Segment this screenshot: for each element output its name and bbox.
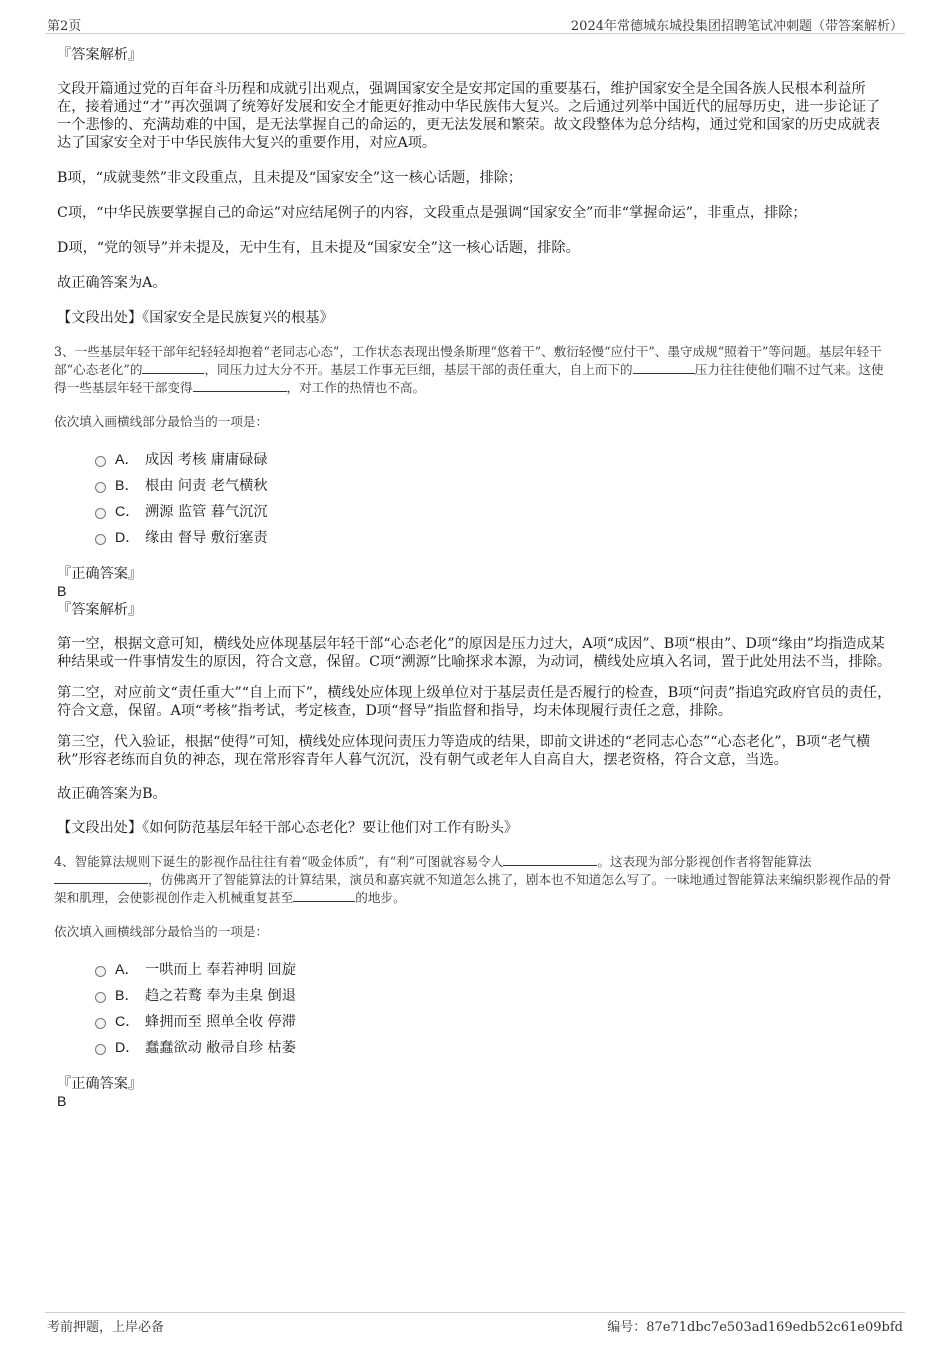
question-3 [54,343,893,837]
radio-button-icon[interactable] [95,534,106,545]
correct-answer-tag: 『正确答案』 [57,566,143,582]
fill-blank [193,379,287,392]
option-d[interactable]: D． 缘由 督导 敷衍塞责 [95,529,893,555]
fill-blank [633,361,695,374]
question-instruction: 依次填入画横线部分最恰当的一项是： [54,414,269,429]
radio-button-icon[interactable] [95,1044,106,1055]
source-citation: 【文段出处】《国家安全是民族复兴的根基》 [57,310,334,326]
analysis-paragraph: 文段开篇通过党的百年奋斗历程和成就引出观点，强调国家安全是安邦定国的重要基石，维护国家安全是全国各族人民根本利益所在，接着通过“才”再次强调了统筹好发展和安全才能更好推动中华民族伟大复兴。之后通过列举中国近代的屈辱历史，进一步论证了一个悲惨的、充满劫难的中国，是无法掌握自己的命运的，更无法发展和繁荣。故文段整体为总分结构，通过党和国家的历史成就表达了国家安全对于中华民族伟大复兴的重要作用，对应A项。 [57,81,881,151]
analysis-conclusion: 故正确答案为A。 [57,275,167,291]
fill-blank [293,889,355,902]
correct-answer: B [57,1094,67,1110]
radio-button-icon[interactable] [95,966,106,977]
radio-button-icon[interactable] [95,508,106,519]
analysis-paragraph: B项，“成就斐然”非文段重点，且未提及“国家安全”这一核心话题，排除； [57,170,523,186]
fill-blank [54,871,148,884]
correct-answer-tag: 『正确答案』 [57,1076,143,1092]
analysis-paragraph: C项，“中华民族要掌握自己的命运”对应结尾例子的内容，文段重点是强调“国家安全”而非“掌握命运”，非重点，排除； [57,205,807,221]
option-d[interactable]: D． 蠢蠢欲动 敝帚自珍 枯萎 [95,1039,893,1065]
fill-blank [142,361,204,374]
option-b[interactable]: B． 根由 问责 老气横秋 [95,477,893,503]
radio-button-icon[interactable] [95,456,106,467]
option-c[interactable]: C． 蜂拥而至 照单全收 停滞 [95,1013,893,1039]
analysis-conclusion: 故正确答案为B。 [57,786,167,802]
page-number: 第2页 [47,19,82,34]
radio-button-icon[interactable] [95,482,106,493]
source-citation: 【文段出处】《如何防范基层年轻干部心态老化？要让他们对工作有盼头》 [57,820,519,836]
page-footer [45,1312,905,1333]
footer-slogan: 考前押题，上岸必备 [47,1320,165,1335]
analysis-tag: 『答案解析』 [57,47,143,63]
fill-blank [503,853,597,866]
option-a[interactable]: A． 成因 考核 庸庸碌碌 [95,451,893,477]
analysis-paragraph: 第一空，根据文意可知，横线处应体现基层年轻干部“心态老化”的原因是压力过大，A项“成因”、B项“根由”、D项“缘由”均指造成某种结果或一件事情发生的原因，符合文意，保留。C项“溯源”比喻探求本源，为动词，横线处应填入名词，置于此处用法不当，排除。 [57,636,892,670]
option-list [95,451,893,555]
option-c[interactable]: C． 溯源 监管 暮气沉沉 [95,503,893,529]
page-header [45,15,905,34]
analysis-paragraph: D项，“党的领导”并未提及，无中生有，且未提及“国家安全”这一核心话题，排除。 [57,240,580,256]
radio-button-icon[interactable] [95,992,106,1003]
question-stem: 4、智能算法规则下诞生的影视作品往往有着“吸金体质”，有“利”可图就容易令人 。这表现为部分影视创作者将智能算法，仿佛离开了智能算法的计算结果，演员和嘉宾就不知道怎么挑了，剧本也不知道怎么写了。一味地通过智能算法来编织影视作品的骨架和肌理，会使影视创作走入机械重复甚至 的地步。 [54,854,892,905]
document-serial: 编号：87e71dbc7e503ad169edb52c61e09bfd [607,1320,903,1335]
option-b[interactable]: B． 趋之若鹜 奉为圭臬 倒退 [95,987,893,1013]
analysis-paragraph: 第二空，对应前文“责任重大”“自上而下”，横线处应体现上级单位对于基层责任是否履行的检查，B项“问责”指追究政府官员的责任，符合文意，保留。A项“考核”指考试，考定核查，D项“督导”指监督和指导，均未体现履行责任之意，排除。 [57,685,892,719]
analysis-tag: 『答案解析』 [57,602,143,618]
analysis-paragraph: 第三空，代入验证，根据“使得”可知，横线处应体现问责压力等造成的结果，即前文讲述的“老同志心态”“心态老化”，B项“老气横秋”形容老练而自负的神态，现在常形容青年人暮气沉沉，没有朝气或老年人自高自大，摆老资格，符合文意，当选。 [57,734,871,768]
section-question-2-analysis [57,46,893,327]
radio-button-icon[interactable] [95,1018,106,1029]
question-4 [54,853,893,1111]
option-a[interactable]: A． 一哄而上 奉若神明 回旋 [95,961,893,987]
correct-answer: B [57,584,67,600]
option-list [95,961,893,1065]
question-stem: 3、一些基层年轻干部年纪轻轻却抱着“老同志心态”，工作状态表现出慢条斯理“悠着干”、敷衍轻慢“应付干”、墨守成规“照着干”等问题。基层年轻干部“心态老化”的 ，同压力过大分不开。基层工作事无巨细，基层干部的责任重大，自上而下的 压力往往使他们喘不过气来。这使得一些基层年轻干部变得 ，对工作的热情也不高。 [54,344,884,395]
document-title: 2024年常德城东城投集团招聘笔试冲刺题（带答案解析） [570,19,903,34]
document-body [54,46,893,1111]
question-instruction: 依次填入画横线部分最恰当的一项是： [54,924,269,939]
